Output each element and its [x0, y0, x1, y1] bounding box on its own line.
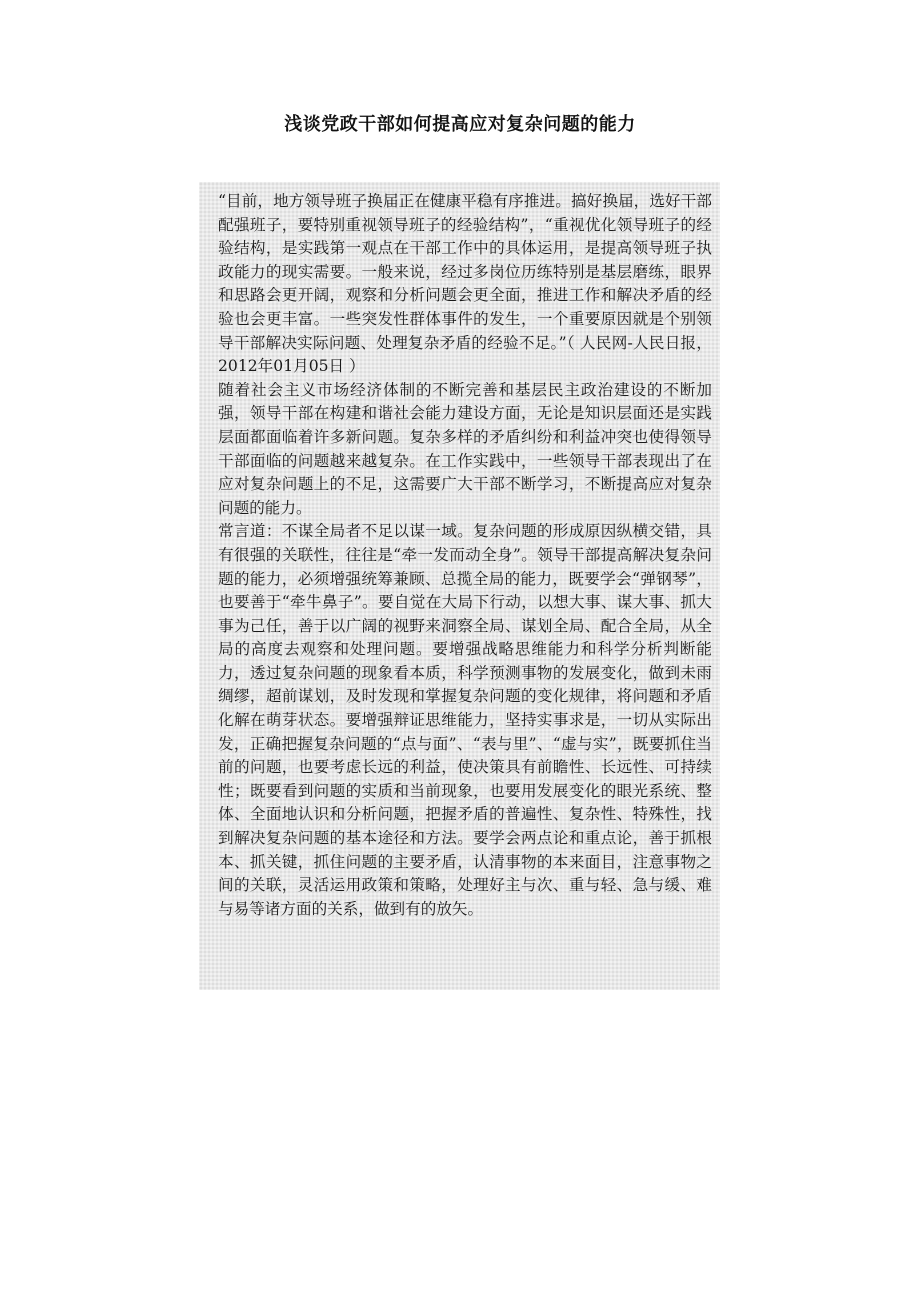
paragraph-quote: “目前，地方领导班子换届正在健康平稳有序推进。搞好换届，选好干部配强班子，要特别重视领导班子的经验结构”，“重视优化领导班子的经验结构，是实践第一观点在干部工作中的具体运用，是提高领导班子执政能力的现实需要。一般来说，经过多岗位历练特别是基层磨练，眼界和思路会更开阔，观察和分析问题会更全面，推进工作和解决矛盾的经验也会更丰富。一些突发性群体事件的发生，一个重要原因就是个别领导干部解决实际问题、处理复杂矛盾的经验不足。”（ 人民网-人民日报，2012年01月05日 ）: [218, 192, 712, 376]
document-title: 浅谈党政干部如何提高应对复杂问题的能力: [284, 114, 636, 135]
paragraph-analysis: 常言道：不谋全局者不足以谋一域。复杂问题的形成原因纵横交错，具有很强的关联性，往往是“牵一发而动全身”。领导干部提高解决复杂问题的能力，必须增强统筹兼顾、总揽全局的能力，既要学会“弹钢琴”，也要善于“牵牛鼻子”。要自觉在大局下行动，以想大事、谋大事、抓大事为己任，善于以广阔的视野来洞察全局、谋划全局、配合全局，从全局的高度去观察和处理问题。要增强战略思维能力和科学分析判断能力，透过复杂问题的现象看本质，科学预测事物的发展变化，做到未雨绸缪，超前谋划，及时发现和掌握复杂问题的变化规律，将问题和矛盾化解在萌芽状态。要增强辩证思维能力，坚持实事求是，一切从实际出发，正确把握复杂问题的“点与面”、“表与里”、“虚与实”，既要抓住当前的问题，也要考虑长远的利益，使决策具有前瞻性、长远性、可持续性；既要看到问题的实质和当前现象，也要用发展变化的眼光系统、整体、全面地认识和分析问题，把握矛盾的普遍性、复杂性、特殊性，找到解决复杂问题的基本途径和方法。要学会两点论和重点论，善于抓根本、抓关键，抓住问题的主要矛盾，认清事物的本来面目，注意事物之间的关联，灵活运用政策和策略，处理好主与次、重与轻、急与缓、难与易等诸方面的关系，做到有的放矢。: [218, 522, 712, 918]
paragraph-background: 随着社会主义市场经济体制的不断完善和基层民主政治建设的不断加强，领导干部在构建和谐社会能力建设方面，无论是知识层面还是实践层面都面临着许多新问题。复杂多样的矛盾纠纷和利益冲突也使得领导干部面临的问题越来越复杂。在工作实践中，一些领导干部表现出了在应对复杂问题上的不足，这需要广大干部不断学习，不断提高应对复杂问题的能力。: [218, 380, 712, 517]
article-body: [199, 182, 720, 990]
